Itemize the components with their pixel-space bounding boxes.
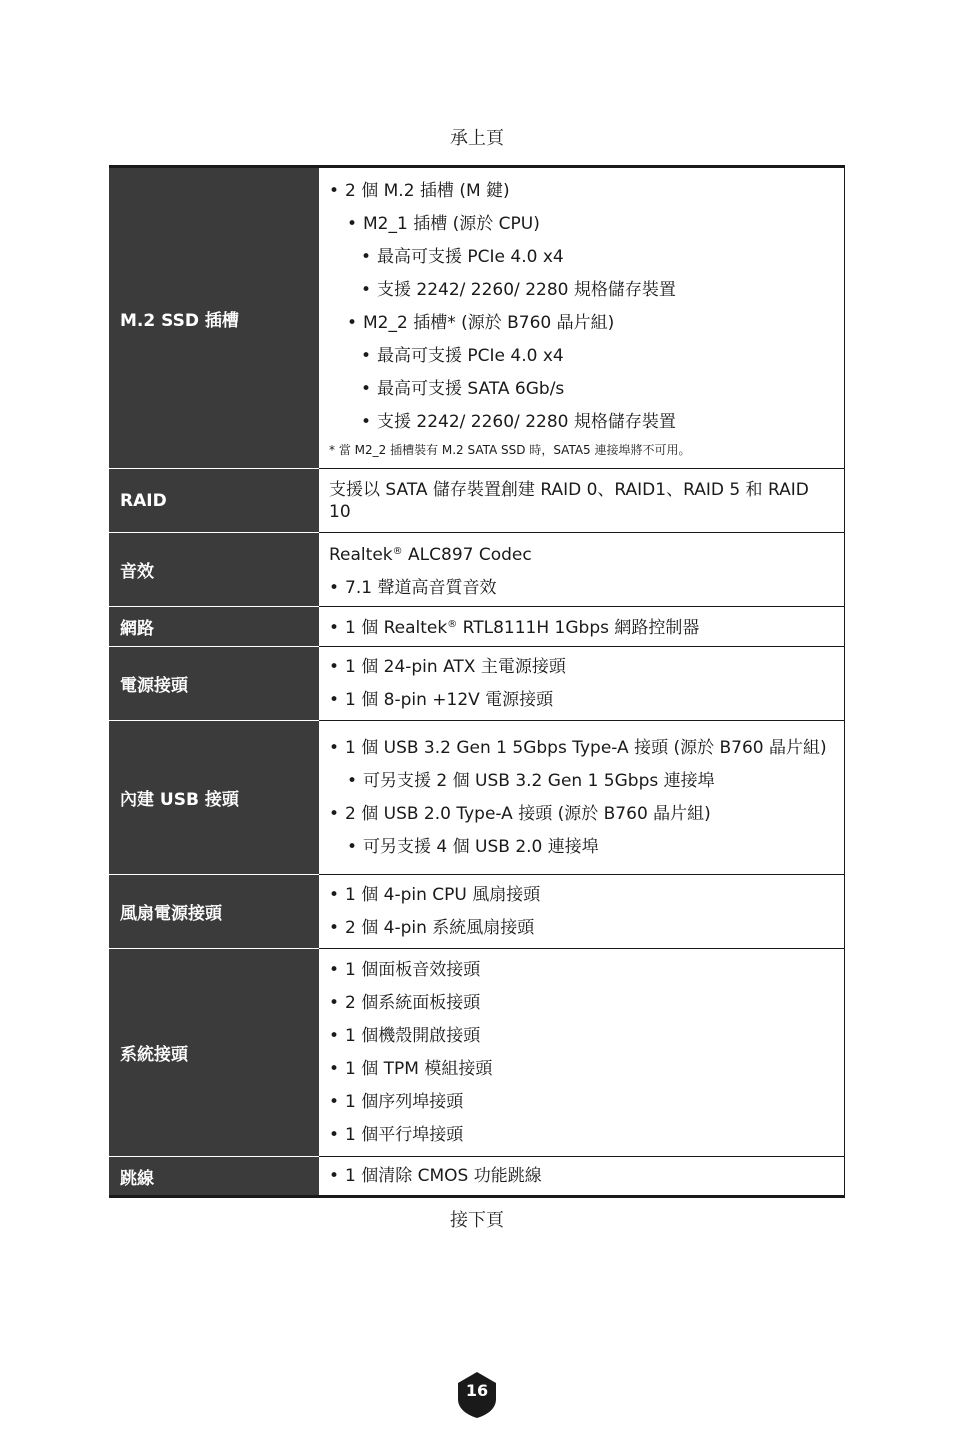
spec-value bbox=[319, 469, 845, 533]
bullet-icon: • bbox=[361, 247, 372, 267]
spec-row bbox=[109, 647, 845, 721]
spec-list-item bbox=[329, 732, 834, 765]
spec-label: 系統接頭 bbox=[109, 949, 319, 1157]
spec-list-item bbox=[329, 307, 834, 340]
spec-list-item bbox=[329, 1160, 834, 1193]
specification-table bbox=[109, 165, 845, 1198]
spec-list-item bbox=[329, 572, 834, 605]
spec-list-item bbox=[329, 208, 834, 241]
spec-label: 網路 bbox=[109, 607, 319, 647]
spec-paragraph: 支援以 SATA 儲存裝置創建 RAID 0、RAID1、RAID 5 和 RAID 10 bbox=[329, 479, 809, 522]
spec-list-item bbox=[329, 954, 834, 987]
bullet-icon: • bbox=[329, 1165, 340, 1186]
spec-list-item bbox=[329, 765, 834, 798]
spec-row bbox=[109, 1157, 845, 1197]
spec-footnote: * 當 M2_2 插槽裝有 M.2 SATA SSD 時，SATA5 連接埠將不可用。 bbox=[329, 443, 691, 457]
spec-item-text: 1 個序列埠接頭 bbox=[345, 1091, 464, 1112]
bullet-icon: • bbox=[329, 1091, 340, 1112]
spec-list-item bbox=[329, 340, 834, 373]
spec-label: 風扇電源接頭 bbox=[109, 875, 319, 949]
bullet-icon: • bbox=[361, 412, 372, 432]
registered-mark: ® bbox=[392, 545, 403, 557]
spec-item-text: 1 個 8-pin +12V 電源接頭 bbox=[345, 689, 554, 710]
spec-value bbox=[319, 1157, 845, 1197]
spec-item-text: 2 個 4-pin 系統風扇接頭 bbox=[345, 917, 535, 938]
bullet-icon: • bbox=[329, 1058, 340, 1079]
spec-row bbox=[109, 949, 845, 1157]
spec-list-item bbox=[329, 798, 834, 831]
spec-list-item bbox=[329, 175, 834, 208]
spec-item-text: 7.1 聲道高音質音效 bbox=[345, 577, 497, 598]
spec-list-item bbox=[329, 1119, 834, 1152]
bullet-icon: • bbox=[347, 214, 358, 234]
bullet-icon: • bbox=[329, 992, 340, 1013]
bullet-icon: • bbox=[329, 1025, 340, 1046]
spec-value bbox=[319, 875, 845, 949]
spec-row bbox=[109, 721, 845, 875]
bullet-icon: • bbox=[347, 313, 358, 333]
spec-list-item bbox=[329, 651, 834, 684]
spec-item-text: 最高可支援 SATA 6Gb/s bbox=[377, 379, 565, 399]
spec-item-text: M2_2 插槽* (源於 B760 晶片組) bbox=[363, 313, 615, 333]
bullet-icon: • bbox=[329, 656, 340, 677]
spec-list-item bbox=[329, 241, 834, 274]
spec-list-item bbox=[329, 987, 834, 1020]
spec-list-item bbox=[329, 684, 834, 717]
spec-label: RAID bbox=[109, 469, 319, 533]
spec-item-text: 1 個 TPM 模組接頭 bbox=[345, 1058, 493, 1079]
bullet-icon: • bbox=[329, 618, 340, 638]
bullet-icon: • bbox=[329, 181, 340, 201]
bullet-icon: • bbox=[329, 959, 340, 980]
spec-value bbox=[319, 607, 845, 647]
spec-item-text: 支援 2242/ 2260/ 2280 規格儲存裝置 bbox=[377, 280, 676, 300]
spec-item-text: Realtek bbox=[329, 544, 393, 565]
spec-item-text: 2 個 M.2 插槽 (M 鍵) bbox=[345, 181, 510, 201]
spec-value bbox=[319, 533, 845, 607]
spec-item-text-after: RTL8111H 1Gbps 網路控制器 bbox=[457, 618, 700, 638]
bullet-icon: • bbox=[347, 770, 358, 791]
spec-row bbox=[109, 875, 845, 949]
spec-list-item bbox=[329, 274, 834, 307]
spec-label: M.2 SSD 插槽 bbox=[109, 167, 319, 469]
bullet-icon: • bbox=[329, 689, 340, 710]
spec-list-item bbox=[329, 912, 834, 945]
spec-item-text: 2 個系統面板接頭 bbox=[345, 992, 481, 1013]
bullet-icon: • bbox=[347, 836, 358, 857]
spec-list-item bbox=[329, 535, 834, 572]
bullet-icon: • bbox=[329, 917, 340, 938]
continued-from-previous-note: 承上頁 bbox=[450, 128, 504, 149]
spec-value bbox=[319, 167, 845, 469]
spec-row bbox=[109, 167, 845, 469]
spec-item-text: 1 個清除 CMOS 功能跳線 bbox=[345, 1165, 542, 1186]
spec-list-item bbox=[329, 1086, 834, 1119]
bullet-icon: • bbox=[329, 803, 340, 824]
spec-item-text: 支援 2242/ 2260/ 2280 規格儲存裝置 bbox=[377, 412, 676, 432]
spec-list-item bbox=[329, 1053, 834, 1086]
spec-item-text: M2_1 插槽 (源於 CPU) bbox=[363, 214, 540, 234]
spec-list-item bbox=[329, 1020, 834, 1053]
spec-value bbox=[319, 647, 845, 721]
page-number: 16 bbox=[465, 1381, 489, 1400]
bullet-icon: • bbox=[361, 346, 372, 366]
spec-row bbox=[109, 469, 845, 533]
spec-item-text: 可另支援 4 個 USB 2.0 連接埠 bbox=[363, 836, 599, 857]
spec-label: 跳線 bbox=[109, 1157, 319, 1197]
spec-item-text: 1 個面板音效接頭 bbox=[345, 959, 481, 980]
bullet-icon: • bbox=[329, 1124, 340, 1145]
spec-list-item bbox=[329, 406, 834, 439]
registered-mark: ® bbox=[447, 619, 458, 630]
spec-item-text: 1 個 24-pin ATX 主電源接頭 bbox=[345, 656, 566, 677]
bullet-icon: • bbox=[329, 577, 340, 598]
spec-value bbox=[319, 949, 845, 1157]
spec-item-text: 1 個 Realtek bbox=[345, 618, 448, 638]
spec-item-text: 最高可支援 PCIe 4.0 x4 bbox=[377, 247, 564, 267]
bullet-icon: • bbox=[329, 884, 340, 905]
spec-list-item bbox=[329, 373, 834, 406]
spec-label: 音效 bbox=[109, 533, 319, 607]
bullet-icon: • bbox=[329, 737, 340, 758]
bullet-icon: • bbox=[361, 280, 372, 300]
spec-label: 電源接頭 bbox=[109, 647, 319, 721]
page-number-badge bbox=[457, 1371, 497, 1419]
spec-item-text: 2 個 USB 2.0 Type-A 接頭 (源於 B760 晶片組) bbox=[345, 803, 711, 824]
spec-item-text: 1 個平行埠接頭 bbox=[345, 1124, 464, 1145]
spec-table-body bbox=[109, 167, 845, 1197]
continued-on-next-note: 接下頁 bbox=[450, 1210, 504, 1231]
spec-item-text: 1 個機殼開啟接頭 bbox=[345, 1025, 481, 1046]
spec-list-item bbox=[329, 879, 834, 912]
spec-row bbox=[109, 533, 845, 607]
spec-item-text: 最高可支援 PCIe 4.0 x4 bbox=[377, 346, 564, 366]
spec-label: 內建 USB 接頭 bbox=[109, 721, 319, 875]
bullet-icon: • bbox=[361, 379, 372, 399]
spec-item-text-after: ALC897 Codec bbox=[402, 544, 532, 565]
spec-list-item bbox=[329, 831, 834, 864]
spec-item-text: 1 個 4-pin CPU 風扇接頭 bbox=[345, 884, 541, 905]
spec-row bbox=[109, 607, 845, 647]
spec-list-item bbox=[329, 608, 834, 645]
spec-item-text: 可另支援 2 個 USB 3.2 Gen 1 5Gbps 連接埠 bbox=[363, 770, 715, 791]
spec-value bbox=[319, 721, 845, 875]
spec-item-text: 1 個 USB 3.2 Gen 1 5Gbps Type-A 接頭 (源於 B760 晶片組) bbox=[345, 737, 827, 758]
